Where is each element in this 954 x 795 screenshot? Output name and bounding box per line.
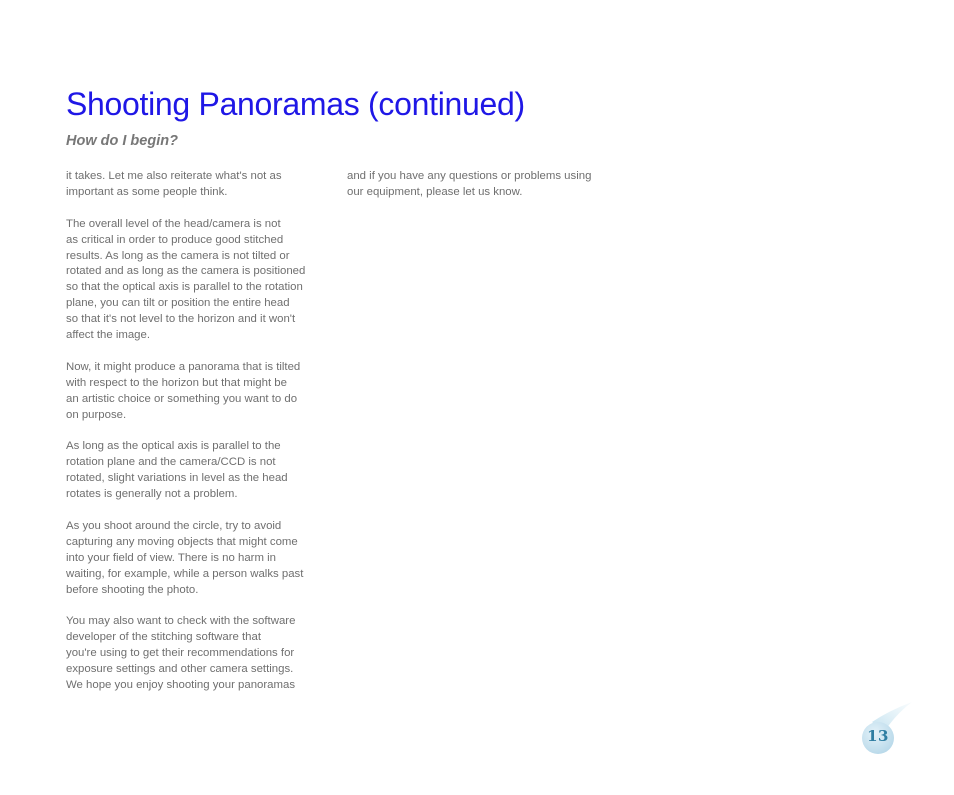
text-line: As long as the optical axis is parallel to the bbox=[66, 440, 281, 453]
text-line: important as some people think. bbox=[66, 185, 228, 198]
text-line: an artistic choice or something you want to do bbox=[66, 392, 298, 405]
text-line: developer of the stitching software that bbox=[66, 631, 262, 644]
text-line: waiting, for example, while a person walks past bbox=[66, 567, 304, 580]
paragraph bbox=[66, 519, 336, 599]
text-line: rotated, slight variations in level as the head bbox=[66, 472, 288, 485]
text-line: so that it's not level to the horizon and it won't bbox=[66, 313, 296, 326]
text-line: with respect to the horizon but that might be bbox=[66, 376, 287, 389]
text-line: rotated and as long as the camera is positioned bbox=[66, 265, 306, 278]
paragraph bbox=[347, 169, 617, 201]
text-line: you're using to get their recommendations for bbox=[66, 647, 295, 660]
text-line: it takes. Let me also reiterate what's not as bbox=[66, 170, 282, 182]
text-line: results. As long as the camera is not tilted or bbox=[66, 249, 290, 262]
text-line: capturing any moving objects that might come bbox=[66, 535, 298, 548]
left-text-column bbox=[66, 169, 336, 710]
text-line: We hope you enjoy shooting your panoramas bbox=[66, 678, 296, 691]
text-line: rotates is generally not a problem. bbox=[66, 488, 238, 501]
right-text-column bbox=[347, 169, 617, 217]
paragraph bbox=[66, 360, 336, 424]
paragraph bbox=[66, 169, 336, 201]
text-line: As you shoot around the circle, try to avoid bbox=[66, 519, 282, 532]
text-line: our equipment, please let us know. bbox=[347, 185, 523, 198]
page-number: 13 bbox=[867, 727, 889, 745]
page-title: Shooting Panoramas (continued) bbox=[66, 86, 525, 122]
text-line: rotation plane and the camera/CCD is not bbox=[66, 456, 276, 469]
text-line: You may also want to check with the software bbox=[66, 615, 296, 628]
text-line: into your field of view. There is no harm in bbox=[66, 551, 276, 564]
paragraph bbox=[66, 439, 336, 503]
text-line: on purpose. bbox=[66, 408, 127, 421]
text-line: before shooting the photo. bbox=[66, 583, 199, 596]
text-line: so that the optical axis is parallel to the rotation bbox=[66, 281, 303, 294]
text-line: plane, you can tilt or position the entire head bbox=[66, 297, 290, 310]
text-line: as critical in order to produce good stitched bbox=[66, 233, 284, 246]
page-subtitle: How do I begin? bbox=[66, 133, 178, 149]
text-line: exposure settings and other camera settings. bbox=[66, 663, 294, 676]
paragraph bbox=[66, 217, 336, 344]
text-line: Now, it might produce a panorama that is tilted bbox=[66, 360, 301, 373]
text-line: and if you have any questions or problems using bbox=[347, 170, 592, 182]
text-line: affect the image. bbox=[66, 329, 151, 342]
paragraph bbox=[66, 614, 336, 694]
text-line: The overall level of the head/camera is not bbox=[66, 217, 281, 230]
